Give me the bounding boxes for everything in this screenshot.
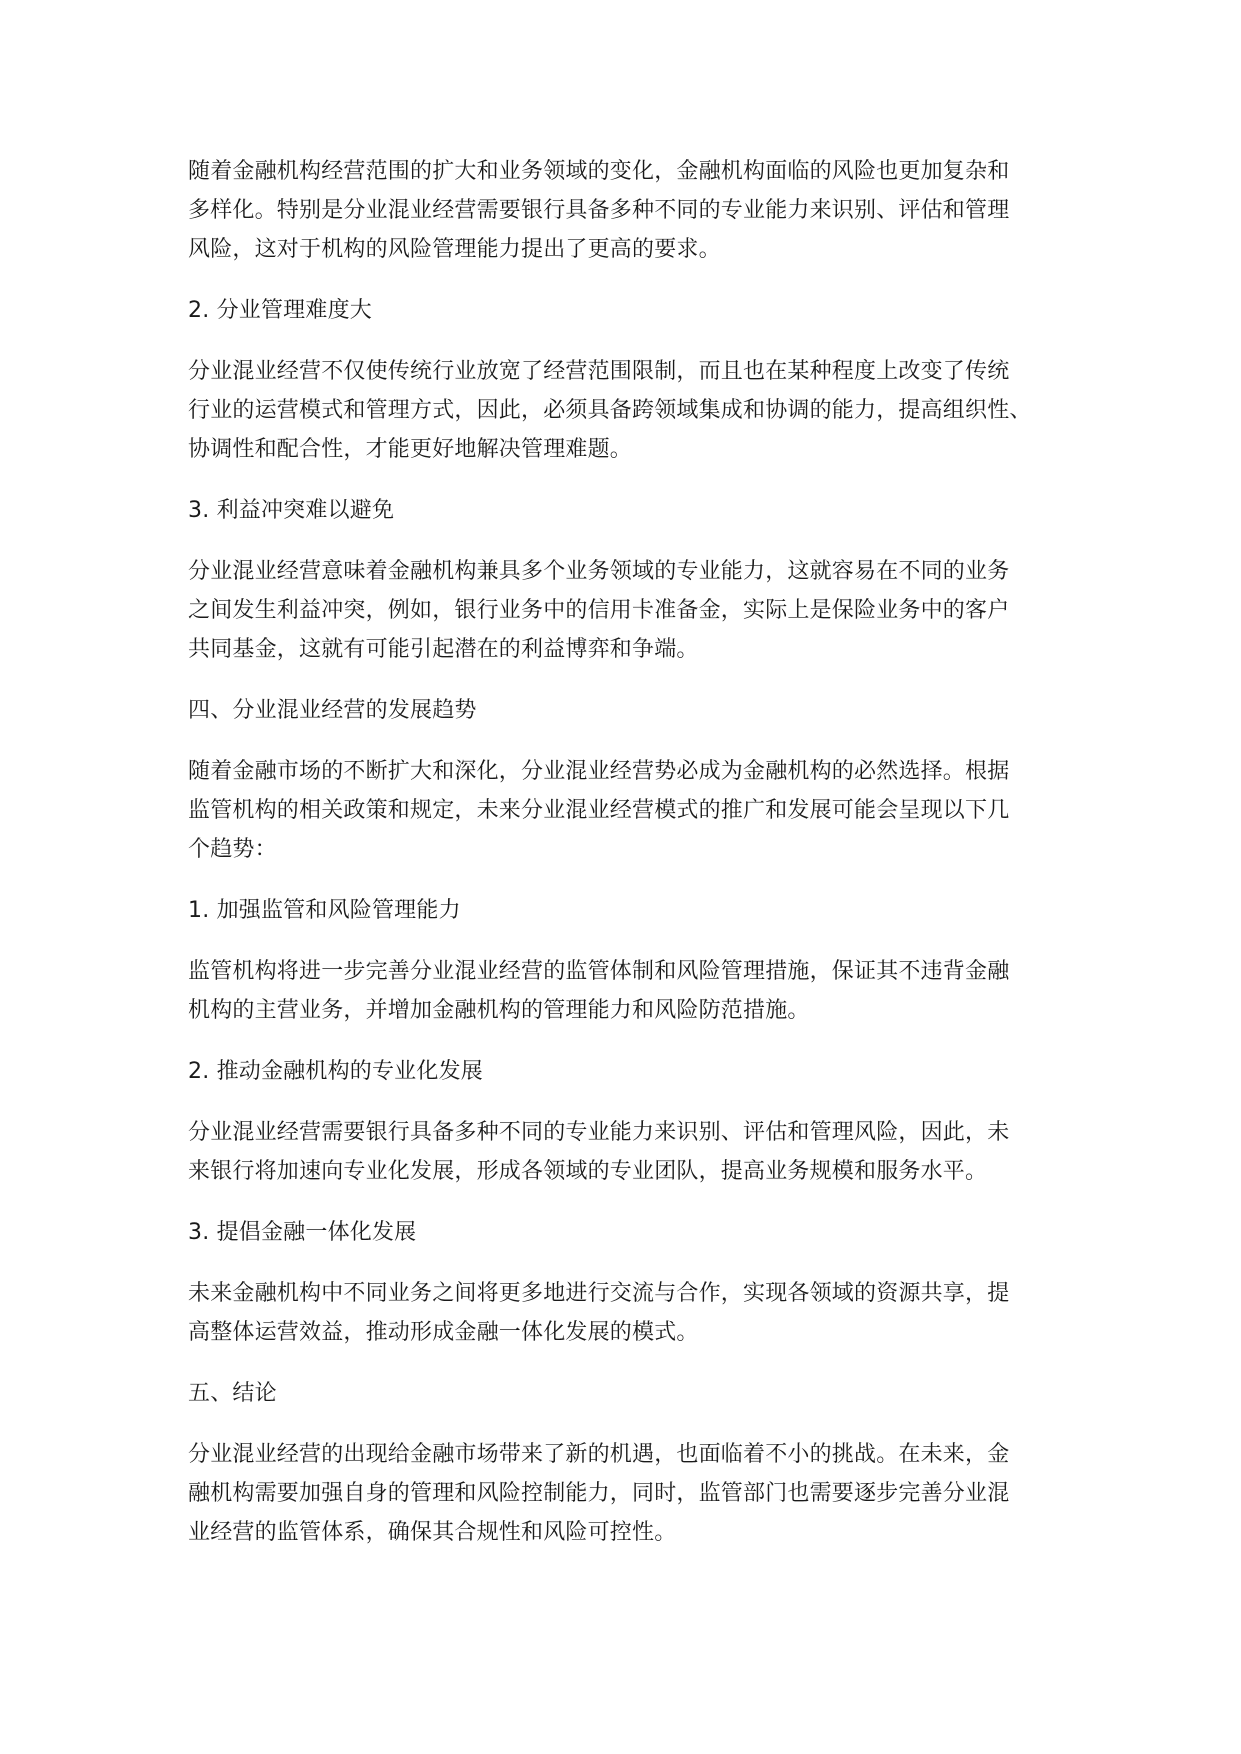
paragraph-line: 来银行将加速向专业化发展，形成各领域的专业团队，提高业务规模和服务水平。 [188,1159,988,1184]
paragraph-line: 随着金融机构经营范围的扩大和业务领域的变化，金融机构面临的风险也更加复杂和 [188,159,1010,184]
section-heading: 3. 提倡金融一体化发展 [188,1220,417,1245]
paragraph-line: 共同基金，这就有可能引起潜在的利益博弈和争端。 [188,637,699,662]
paragraph-line: 个趋势： [188,837,277,862]
chapter-heading: 四、分业混业经营的发展趋势 [188,698,477,723]
paragraph-line: 监管机构将进一步完善分业混业经营的监管体制和风险管理措施，保证其不违背金融 [188,959,1010,984]
paragraph-line: 行业的运营模式和管理方式，因此，必须具备跨领域集成和协调的能力，提高组织性、 [188,398,1032,423]
paragraph-line: 未来金融机构中不同业务之间将更多地进行交流与合作，实现各领域的资源共享，提 [188,1281,1010,1306]
paragraph-line: 业经营的监管体系，确保其合规性和风险可控性。 [188,1520,677,1545]
paragraph-line: 协调性和配合性，才能更好地解决管理难题。 [188,437,633,462]
paragraph-line: 随着金融市场的不断扩大和深化，分业混业经营势必成为金融机构的必然选择。根据 [188,759,1010,784]
section-heading: 2. 分业管理难度大 [188,298,372,323]
paragraph-line: 多样化。特别是分业混业经营需要银行具备多种不同的专业能力来识别、评估和管理 [188,198,1010,223]
paragraph-line: 分业混业经营意味着金融机构兼具多个业务领域的专业能力，这就容易在不同的业务 [188,559,1010,584]
paragraph-line: 之间发生利益冲突，例如，银行业务中的信用卡准备金，实际上是保险业务中的客户 [188,598,1010,623]
section-heading: 3. 利益冲突难以避免 [188,498,395,523]
chapter-heading: 五、结论 [188,1381,277,1406]
section-heading: 1. 加强监管和风险管理能力 [188,898,461,923]
paragraph-line: 风险，这对于机构的风险管理能力提出了更高的要求。 [188,237,721,262]
paragraph-line: 分业混业经营不仅使传统行业放宽了经营范围限制，而且也在某种程度上改变了传统 [188,359,1010,384]
paragraph-line: 分业混业经营的出现给金融市场带来了新的机遇，也面临着不小的挑战。在未来，金 [188,1442,1010,1467]
paragraph-line: 监管机构的相关政策和规定，未来分业混业经营模式的推广和发展可能会呈现以下几 [188,798,1010,823]
paragraph-line: 融机构需要加强自身的管理和风险控制能力，同时，监管部门也需要逐步完善分业混 [188,1481,1010,1506]
section-heading: 2. 推动金融机构的专业化发展 [188,1059,483,1084]
paragraph-line: 机构的主营业务，并增加金融机构的管理能力和风险防范措施。 [188,998,810,1023]
paragraph-line: 分业混业经营需要银行具备多种不同的专业能力来识别、评估和管理风险，因此，未 [188,1120,1010,1145]
paragraph-line: 高整体运营效益，推动形成金融一体化发展的模式。 [188,1320,699,1345]
